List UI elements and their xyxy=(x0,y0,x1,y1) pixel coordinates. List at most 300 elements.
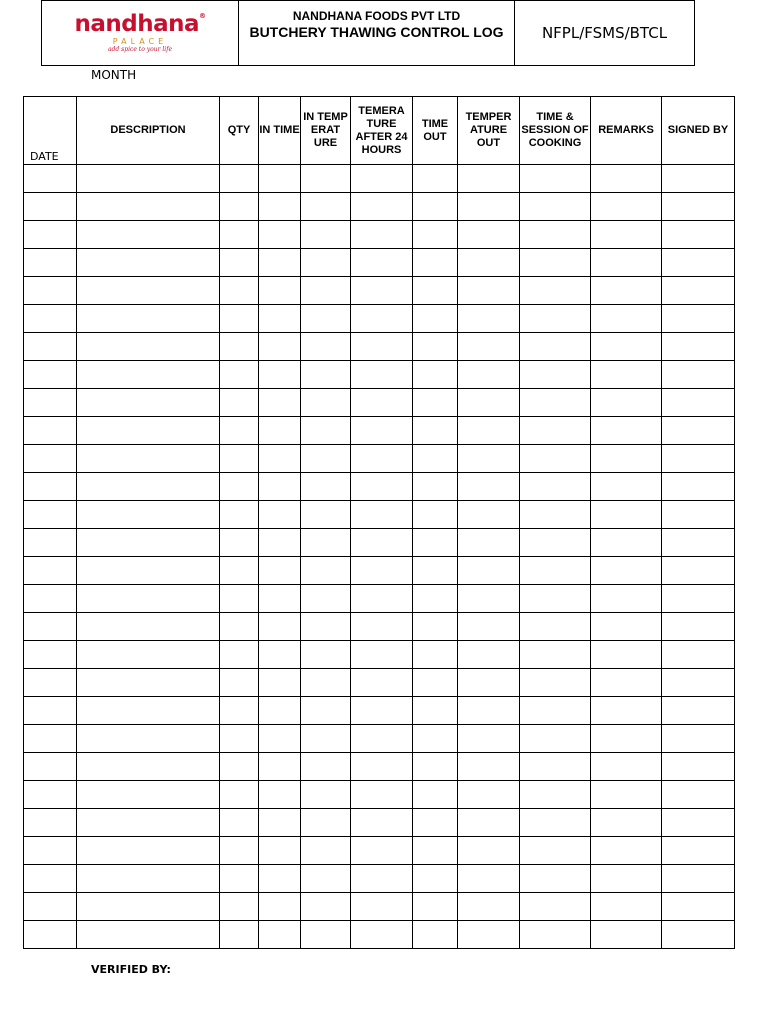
table-cell[interactable] xyxy=(520,669,591,697)
table-cell[interactable] xyxy=(458,249,520,277)
table-cell[interactable] xyxy=(220,865,259,893)
table-cell[interactable] xyxy=(259,669,301,697)
table-cell[interactable] xyxy=(24,893,77,921)
table-cell[interactable] xyxy=(259,193,301,221)
table-cell[interactable] xyxy=(458,529,520,557)
table-cell[interactable] xyxy=(259,809,301,837)
table-cell[interactable] xyxy=(662,781,735,809)
table-cell[interactable] xyxy=(77,893,220,921)
table-cell[interactable] xyxy=(591,893,662,921)
table-cell[interactable] xyxy=(301,865,351,893)
table-cell[interactable] xyxy=(520,221,591,249)
table-cell[interactable] xyxy=(259,473,301,501)
table-cell[interactable] xyxy=(591,501,662,529)
table-cell[interactable] xyxy=(301,557,351,585)
table-cell[interactable] xyxy=(351,417,413,445)
table-cell[interactable] xyxy=(259,613,301,641)
table-cell[interactable] xyxy=(77,641,220,669)
table-cell[interactable] xyxy=(301,641,351,669)
table-cell[interactable] xyxy=(351,221,413,249)
table-cell[interactable] xyxy=(259,529,301,557)
table-cell[interactable] xyxy=(220,389,259,417)
table-cell[interactable] xyxy=(520,865,591,893)
table-cell[interactable] xyxy=(662,893,735,921)
table-cell[interactable] xyxy=(259,781,301,809)
table-cell[interactable] xyxy=(520,641,591,669)
table-cell[interactable] xyxy=(458,753,520,781)
table-cell[interactable] xyxy=(458,669,520,697)
table-cell[interactable] xyxy=(77,865,220,893)
table-cell[interactable] xyxy=(662,837,735,865)
table-cell[interactable] xyxy=(458,389,520,417)
table-cell[interactable] xyxy=(351,501,413,529)
table-cell[interactable] xyxy=(301,613,351,641)
table-cell[interactable] xyxy=(591,865,662,893)
table-cell[interactable] xyxy=(458,221,520,249)
table-cell[interactable] xyxy=(413,837,458,865)
table-cell[interactable] xyxy=(662,361,735,389)
table-cell[interactable] xyxy=(413,361,458,389)
table-cell[interactable] xyxy=(77,697,220,725)
table-cell[interactable] xyxy=(662,921,735,949)
table-cell[interactable] xyxy=(24,529,77,557)
table-cell[interactable] xyxy=(24,473,77,501)
table-cell[interactable] xyxy=(301,193,351,221)
table-cell[interactable] xyxy=(413,697,458,725)
table-cell[interactable] xyxy=(458,333,520,361)
table-cell[interactable] xyxy=(458,921,520,949)
table-cell[interactable] xyxy=(662,249,735,277)
table-cell[interactable] xyxy=(520,389,591,417)
table-cell[interactable] xyxy=(662,753,735,781)
table-cell[interactable] xyxy=(351,249,413,277)
table-cell[interactable] xyxy=(520,501,591,529)
table-cell[interactable] xyxy=(413,865,458,893)
table-cell[interactable] xyxy=(259,389,301,417)
table-cell[interactable] xyxy=(662,193,735,221)
table-cell[interactable] xyxy=(591,193,662,221)
table-cell[interactable] xyxy=(24,249,77,277)
table-cell[interactable] xyxy=(24,921,77,949)
table-cell[interactable] xyxy=(351,921,413,949)
table-cell[interactable] xyxy=(662,389,735,417)
table-cell[interactable] xyxy=(77,809,220,837)
table-cell[interactable] xyxy=(220,445,259,473)
table-cell[interactable] xyxy=(24,641,77,669)
table-cell[interactable] xyxy=(259,417,301,445)
table-cell[interactable] xyxy=(220,725,259,753)
table-cell[interactable] xyxy=(77,333,220,361)
table-cell[interactable] xyxy=(259,585,301,613)
table-cell[interactable] xyxy=(591,585,662,613)
table-cell[interactable] xyxy=(351,473,413,501)
table-cell[interactable] xyxy=(259,277,301,305)
table-cell[interactable] xyxy=(413,417,458,445)
table-cell[interactable] xyxy=(77,277,220,305)
table-cell[interactable] xyxy=(220,613,259,641)
table-cell[interactable] xyxy=(77,389,220,417)
table-cell[interactable] xyxy=(520,753,591,781)
table-cell[interactable] xyxy=(458,361,520,389)
table-cell[interactable] xyxy=(301,165,351,193)
table-cell[interactable] xyxy=(458,305,520,333)
table-cell[interactable] xyxy=(458,417,520,445)
table-cell[interactable] xyxy=(24,333,77,361)
table-cell[interactable] xyxy=(220,921,259,949)
table-cell[interactable] xyxy=(520,697,591,725)
table-cell[interactable] xyxy=(458,697,520,725)
table-cell[interactable] xyxy=(351,389,413,417)
table-cell[interactable] xyxy=(77,249,220,277)
table-cell[interactable] xyxy=(259,305,301,333)
table-cell[interactable] xyxy=(24,809,77,837)
table-cell[interactable] xyxy=(220,529,259,557)
table-cell[interactable] xyxy=(220,837,259,865)
table-cell[interactable] xyxy=(24,445,77,473)
table-cell[interactable] xyxy=(220,557,259,585)
table-cell[interactable] xyxy=(458,585,520,613)
table-cell[interactable] xyxy=(77,445,220,473)
table-cell[interactable] xyxy=(220,585,259,613)
table-cell[interactable] xyxy=(220,893,259,921)
table-cell[interactable] xyxy=(520,445,591,473)
table-cell[interactable] xyxy=(413,557,458,585)
table-cell[interactable] xyxy=(458,725,520,753)
table-cell[interactable] xyxy=(301,221,351,249)
table-cell[interactable] xyxy=(413,921,458,949)
table-cell[interactable] xyxy=(591,753,662,781)
table-cell[interactable] xyxy=(591,613,662,641)
table-cell[interactable] xyxy=(413,529,458,557)
table-cell[interactable] xyxy=(458,893,520,921)
table-cell[interactable] xyxy=(259,865,301,893)
table-cell[interactable] xyxy=(662,165,735,193)
table-cell[interactable] xyxy=(591,277,662,305)
table-cell[interactable] xyxy=(520,613,591,641)
table-cell[interactable] xyxy=(662,641,735,669)
table-cell[interactable] xyxy=(662,333,735,361)
table-cell[interactable] xyxy=(301,809,351,837)
table-cell[interactable] xyxy=(351,697,413,725)
table-cell[interactable] xyxy=(220,277,259,305)
table-cell[interactable] xyxy=(77,585,220,613)
table-cell[interactable] xyxy=(220,781,259,809)
table-cell[interactable] xyxy=(351,165,413,193)
table-cell[interactable] xyxy=(662,613,735,641)
table-cell[interactable] xyxy=(351,669,413,697)
table-cell[interactable] xyxy=(220,753,259,781)
table-cell[interactable] xyxy=(220,333,259,361)
table-cell[interactable] xyxy=(520,529,591,557)
table-cell[interactable] xyxy=(259,557,301,585)
table-cell[interactable] xyxy=(24,669,77,697)
table-cell[interactable] xyxy=(458,781,520,809)
table-cell[interactable] xyxy=(77,529,220,557)
table-cell[interactable] xyxy=(351,193,413,221)
table-cell[interactable] xyxy=(591,725,662,753)
table-cell[interactable] xyxy=(24,753,77,781)
table-cell[interactable] xyxy=(220,165,259,193)
table-cell[interactable] xyxy=(351,865,413,893)
table-cell[interactable] xyxy=(24,221,77,249)
table-cell[interactable] xyxy=(520,557,591,585)
table-cell[interactable] xyxy=(24,781,77,809)
table-cell[interactable] xyxy=(259,697,301,725)
table-cell[interactable] xyxy=(591,333,662,361)
table-cell[interactable] xyxy=(591,921,662,949)
table-cell[interactable] xyxy=(520,893,591,921)
table-cell[interactable] xyxy=(351,585,413,613)
table-cell[interactable] xyxy=(301,921,351,949)
table-cell[interactable] xyxy=(77,921,220,949)
table-cell[interactable] xyxy=(520,837,591,865)
table-cell[interactable] xyxy=(413,305,458,333)
table-cell[interactable] xyxy=(413,165,458,193)
table-cell[interactable] xyxy=(301,669,351,697)
table-cell[interactable] xyxy=(24,277,77,305)
table-cell[interactable] xyxy=(591,473,662,501)
table-cell[interactable] xyxy=(662,557,735,585)
table-cell[interactable] xyxy=(301,585,351,613)
table-cell[interactable] xyxy=(351,305,413,333)
table-cell[interactable] xyxy=(591,221,662,249)
table-cell[interactable] xyxy=(301,529,351,557)
table-cell[interactable] xyxy=(259,641,301,669)
table-cell[interactable] xyxy=(413,669,458,697)
table-cell[interactable] xyxy=(413,641,458,669)
table-cell[interactable] xyxy=(259,753,301,781)
table-cell[interactable] xyxy=(662,473,735,501)
table-cell[interactable] xyxy=(77,361,220,389)
table-cell[interactable] xyxy=(259,837,301,865)
table-cell[interactable] xyxy=(413,809,458,837)
table-cell[interactable] xyxy=(24,585,77,613)
table-cell[interactable] xyxy=(413,445,458,473)
table-cell[interactable] xyxy=(520,249,591,277)
table-cell[interactable] xyxy=(220,417,259,445)
table-cell[interactable] xyxy=(24,361,77,389)
table-cell[interactable] xyxy=(351,613,413,641)
table-cell[interactable] xyxy=(301,725,351,753)
table-cell[interactable] xyxy=(662,277,735,305)
table-cell[interactable] xyxy=(591,669,662,697)
table-cell[interactable] xyxy=(520,809,591,837)
table-cell[interactable] xyxy=(458,165,520,193)
table-cell[interactable] xyxy=(351,809,413,837)
table-cell[interactable] xyxy=(77,557,220,585)
table-cell[interactable] xyxy=(301,893,351,921)
table-cell[interactable] xyxy=(413,277,458,305)
table-cell[interactable] xyxy=(77,501,220,529)
table-cell[interactable] xyxy=(591,781,662,809)
table-cell[interactable] xyxy=(259,921,301,949)
table-cell[interactable] xyxy=(24,557,77,585)
table-cell[interactable] xyxy=(24,389,77,417)
table-cell[interactable] xyxy=(458,277,520,305)
table-cell[interactable] xyxy=(458,865,520,893)
table-cell[interactable] xyxy=(301,277,351,305)
table-cell[interactable] xyxy=(301,417,351,445)
table-cell[interactable] xyxy=(662,501,735,529)
table-cell[interactable] xyxy=(662,221,735,249)
table-cell[interactable] xyxy=(413,893,458,921)
table-cell[interactable] xyxy=(458,193,520,221)
table-cell[interactable] xyxy=(458,809,520,837)
table-cell[interactable] xyxy=(259,333,301,361)
table-cell[interactable] xyxy=(77,837,220,865)
table-cell[interactable] xyxy=(301,389,351,417)
table-cell[interactable] xyxy=(413,725,458,753)
table-cell[interactable] xyxy=(301,361,351,389)
table-cell[interactable] xyxy=(520,417,591,445)
table-cell[interactable] xyxy=(24,865,77,893)
table-cell[interactable] xyxy=(662,417,735,445)
table-cell[interactable] xyxy=(458,613,520,641)
table-cell[interactable] xyxy=(301,445,351,473)
table-cell[interactable] xyxy=(259,221,301,249)
table-cell[interactable] xyxy=(458,445,520,473)
table-cell[interactable] xyxy=(259,361,301,389)
table-cell[interactable] xyxy=(259,445,301,473)
table-cell[interactable] xyxy=(259,249,301,277)
table-cell[interactable] xyxy=(220,361,259,389)
table-cell[interactable] xyxy=(259,725,301,753)
table-cell[interactable] xyxy=(662,697,735,725)
table-cell[interactable] xyxy=(301,249,351,277)
table-cell[interactable] xyxy=(77,417,220,445)
table-cell[interactable] xyxy=(77,753,220,781)
table-cell[interactable] xyxy=(77,669,220,697)
table-cell[interactable] xyxy=(77,165,220,193)
table-cell[interactable] xyxy=(413,613,458,641)
table-cell[interactable] xyxy=(220,473,259,501)
table-cell[interactable] xyxy=(591,389,662,417)
table-cell[interactable] xyxy=(259,893,301,921)
table-cell[interactable] xyxy=(220,249,259,277)
table-cell[interactable] xyxy=(77,221,220,249)
table-cell[interactable] xyxy=(520,781,591,809)
table-cell[interactable] xyxy=(520,473,591,501)
table-cell[interactable] xyxy=(520,333,591,361)
table-cell[interactable] xyxy=(458,837,520,865)
table-cell[interactable] xyxy=(591,445,662,473)
table-cell[interactable] xyxy=(77,473,220,501)
table-cell[interactable] xyxy=(662,305,735,333)
table-cell[interactable] xyxy=(413,389,458,417)
table-cell[interactable] xyxy=(413,501,458,529)
table-cell[interactable] xyxy=(351,641,413,669)
table-cell[interactable] xyxy=(591,809,662,837)
table-cell[interactable] xyxy=(520,585,591,613)
table-cell[interactable] xyxy=(591,305,662,333)
table-cell[interactable] xyxy=(220,641,259,669)
table-cell[interactable] xyxy=(220,193,259,221)
table-cell[interactable] xyxy=(220,305,259,333)
table-cell[interactable] xyxy=(351,893,413,921)
table-cell[interactable] xyxy=(24,613,77,641)
table-cell[interactable] xyxy=(662,725,735,753)
table-cell[interactable] xyxy=(662,809,735,837)
table-cell[interactable] xyxy=(591,249,662,277)
table-cell[interactable] xyxy=(24,697,77,725)
table-cell[interactable] xyxy=(520,193,591,221)
table-cell[interactable] xyxy=(220,501,259,529)
table-cell[interactable] xyxy=(351,725,413,753)
table-cell[interactable] xyxy=(520,725,591,753)
table-cell[interactable] xyxy=(24,165,77,193)
table-cell[interactable] xyxy=(591,529,662,557)
table-cell[interactable] xyxy=(351,277,413,305)
table-cell[interactable] xyxy=(591,641,662,669)
table-cell[interactable] xyxy=(77,305,220,333)
table-cell[interactable] xyxy=(351,837,413,865)
table-cell[interactable] xyxy=(662,529,735,557)
table-cell[interactable] xyxy=(520,921,591,949)
table-cell[interactable] xyxy=(220,809,259,837)
table-cell[interactable] xyxy=(77,193,220,221)
table-cell[interactable] xyxy=(591,837,662,865)
table-cell[interactable] xyxy=(458,473,520,501)
table-cell[interactable] xyxy=(301,333,351,361)
table-cell[interactable] xyxy=(591,165,662,193)
table-cell[interactable] xyxy=(220,669,259,697)
table-cell[interactable] xyxy=(413,473,458,501)
table-cell[interactable] xyxy=(591,417,662,445)
table-cell[interactable] xyxy=(24,837,77,865)
table-cell[interactable] xyxy=(301,753,351,781)
table-cell[interactable] xyxy=(662,669,735,697)
table-cell[interactable] xyxy=(413,753,458,781)
table-cell[interactable] xyxy=(259,501,301,529)
table-cell[interactable] xyxy=(77,725,220,753)
table-cell[interactable] xyxy=(591,557,662,585)
table-cell[interactable] xyxy=(77,781,220,809)
table-cell[interactable] xyxy=(413,333,458,361)
table-cell[interactable] xyxy=(520,305,591,333)
table-cell[interactable] xyxy=(351,333,413,361)
table-cell[interactable] xyxy=(413,193,458,221)
table-cell[interactable] xyxy=(24,725,77,753)
table-cell[interactable] xyxy=(24,193,77,221)
table-cell[interactable] xyxy=(301,305,351,333)
table-cell[interactable] xyxy=(520,361,591,389)
table-cell[interactable] xyxy=(662,445,735,473)
table-cell[interactable] xyxy=(413,221,458,249)
table-cell[interactable] xyxy=(351,753,413,781)
table-cell[interactable] xyxy=(351,781,413,809)
table-cell[interactable] xyxy=(301,697,351,725)
table-cell[interactable] xyxy=(301,781,351,809)
table-cell[interactable] xyxy=(591,697,662,725)
table-cell[interactable] xyxy=(351,557,413,585)
table-cell[interactable] xyxy=(351,445,413,473)
table-cell[interactable] xyxy=(301,837,351,865)
table-cell[interactable] xyxy=(458,557,520,585)
table-cell[interactable] xyxy=(220,221,259,249)
table-cell[interactable] xyxy=(520,165,591,193)
table-cell[interactable] xyxy=(301,501,351,529)
table-cell[interactable] xyxy=(220,697,259,725)
table-cell[interactable] xyxy=(24,501,77,529)
table-cell[interactable] xyxy=(662,585,735,613)
table-cell[interactable] xyxy=(24,305,77,333)
table-cell[interactable] xyxy=(458,641,520,669)
table-cell[interactable] xyxy=(413,249,458,277)
table-cell[interactable] xyxy=(458,501,520,529)
table-cell[interactable] xyxy=(520,277,591,305)
table-cell[interactable] xyxy=(77,613,220,641)
table-cell[interactable] xyxy=(259,165,301,193)
